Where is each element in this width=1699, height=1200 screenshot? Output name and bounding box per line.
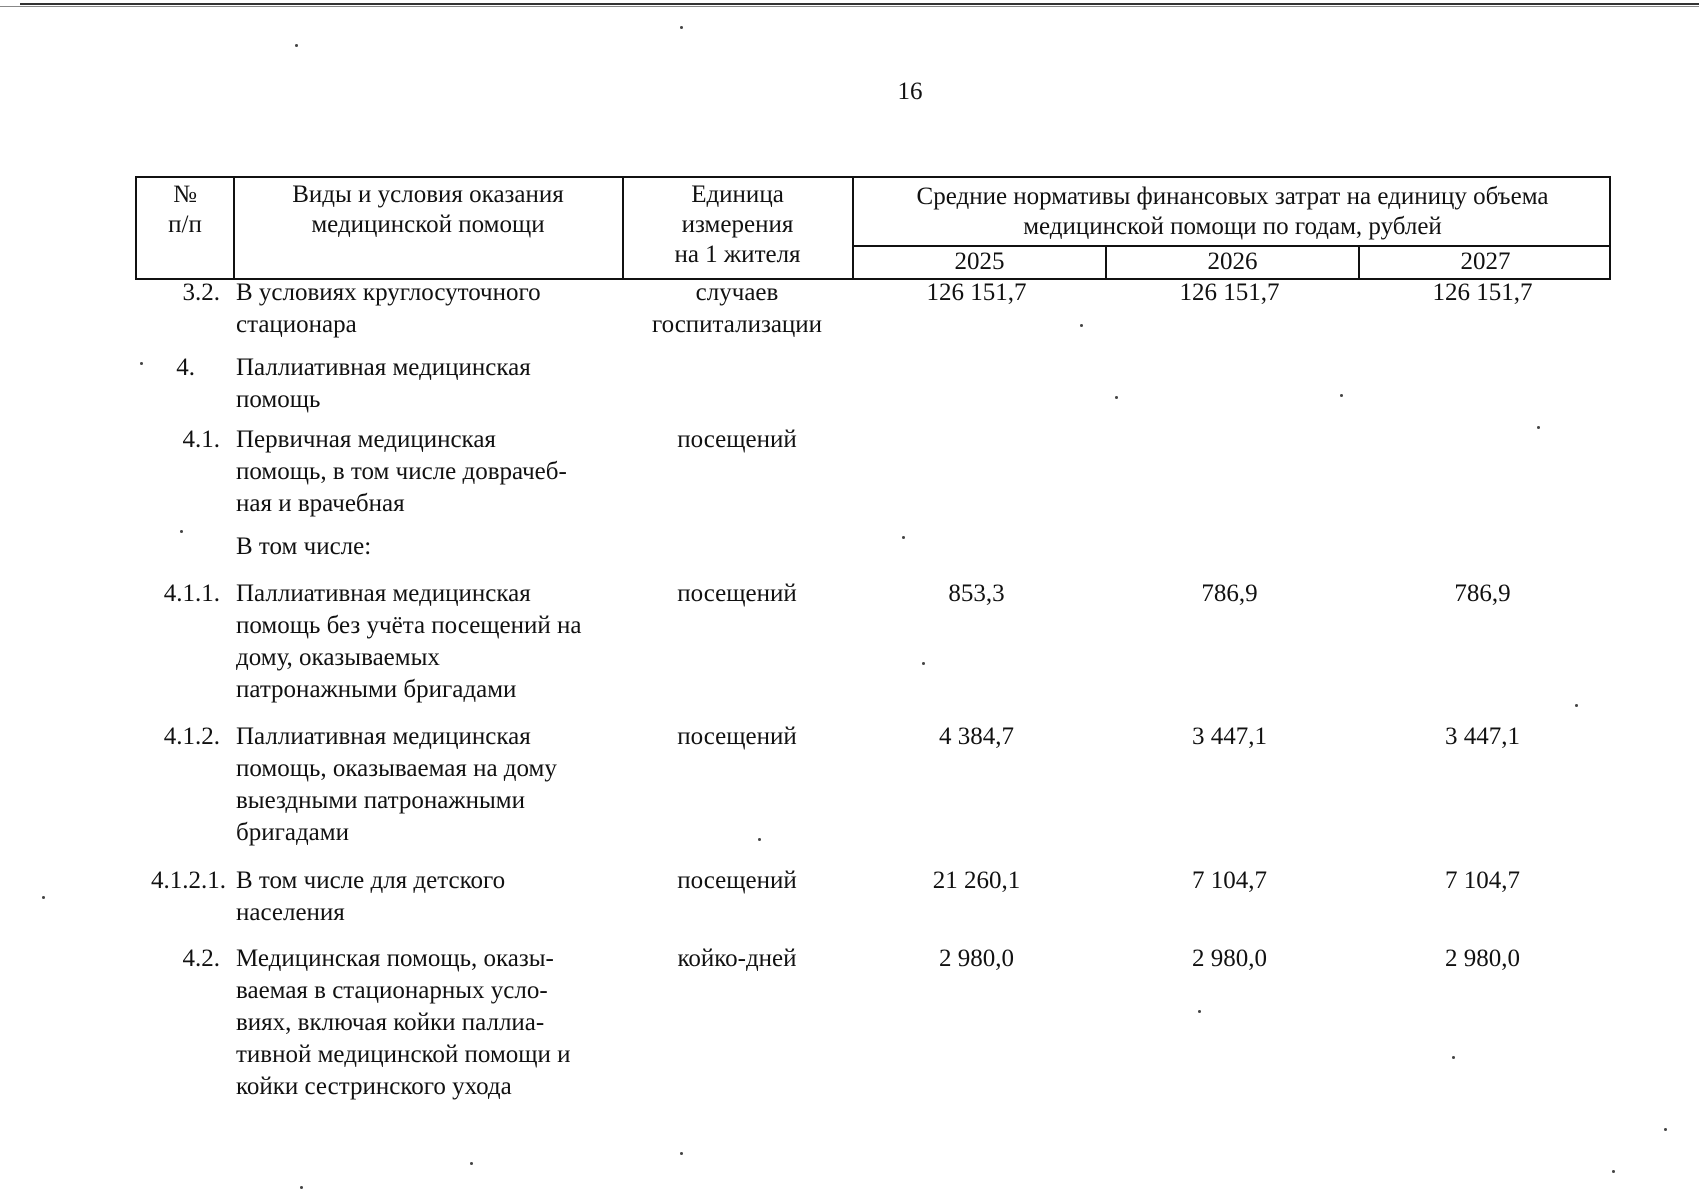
row-value-2025: 21 260,1: [932, 867, 1021, 894]
row-care-type: В том числе для детского населения: [236, 867, 506, 926]
row-number: 4.: [176, 354, 195, 381]
row-unit: посещений: [677, 426, 797, 453]
row-care-type: Медицинская помощь, оказы- ваемая в стационарных усло- виях, включая койки паллиа- тивной медицинской помощи и койки сестринского ухода: [236, 945, 571, 1100]
row-care-type: В условиях круглосуточного стационара: [236, 279, 541, 338]
row-value-2026: 3 447,1: [1192, 723, 1267, 750]
row-number: 4.1.2.1.: [151, 867, 226, 894]
scan-speck: [180, 530, 183, 533]
scan-speck: [1340, 394, 1343, 397]
row-value-2025: 126 151,7: [926, 279, 1027, 306]
scan-speck: [140, 362, 143, 365]
row-value-2025: 853,3: [948, 580, 1005, 607]
row-number: 4.1.2.: [163, 723, 220, 750]
row-value-2027: 786,9: [1454, 580, 1511, 607]
row-number: 4.2.: [182, 945, 220, 972]
scan-speck: [295, 44, 298, 47]
row-value-2027: 126 151,7: [1432, 279, 1533, 306]
header-year-2026: 2026: [1207, 248, 1258, 275]
row-care-type: Первичная медицинская помощь, в том числе доврачеб- ная и врачебная: [236, 426, 567, 517]
row-value-2027: 7 104,7: [1445, 867, 1520, 894]
row-care-type: В том числе:: [236, 533, 372, 560]
row-value-2025: 2 980,0: [939, 945, 1014, 972]
header-year-2025: 2025: [954, 248, 1005, 275]
row-number: 3.2.: [182, 279, 220, 306]
row-value-2026: 126 151,7: [1179, 279, 1280, 306]
row-unit: посещений: [677, 580, 797, 607]
scan-speck: [680, 1152, 683, 1155]
scan-speck: [1537, 426, 1540, 429]
row-number: 4.1.: [182, 426, 220, 453]
scan-speck: [758, 838, 761, 841]
scan-speck: [1575, 704, 1578, 707]
scan-speck: [902, 536, 905, 539]
scan-speck: [470, 1162, 473, 1165]
row-unit: посещений: [677, 723, 797, 750]
row-number: 4.1.1.: [163, 580, 220, 607]
scan-speck: [1664, 1128, 1667, 1131]
row-value-2025: 4 384,7: [939, 723, 1014, 750]
row-care-type: Паллиативная медицинская помощь, оказываемая на дому выездными патронажными бригадами: [236, 723, 557, 846]
header-care-type: Виды и условия оказания медицинской помощи: [292, 181, 564, 238]
scan-speck: [300, 1186, 303, 1189]
row-care-type: Паллиативная медицинская помощь: [236, 354, 531, 413]
header-unit: Единица измерения на 1 жителя: [674, 181, 801, 268]
scan-speck: [1115, 396, 1118, 399]
header-year-2027: 2027: [1460, 248, 1511, 275]
table-header: [135, 176, 1611, 280]
row-care-type: Паллиативная медицинская помощь без учёта посещений на дому, оказываемых патронажными бригадами: [236, 580, 582, 703]
row-value-2026: 786,9: [1201, 580, 1258, 607]
page-number: 16: [897, 78, 923, 105]
row-value-2026: 7 104,7: [1192, 867, 1267, 894]
scan-speck: [1198, 1010, 1201, 1013]
scan-speck: [1452, 1056, 1455, 1059]
row-unit: случаев госпитализации: [651, 279, 823, 338]
header-cost-norms: Средние нормативы финансовых затрат на единицу объема медицинской помощи по годам, рублей: [916, 183, 1549, 240]
scan-speck: [680, 26, 683, 29]
scan-speck: [42, 896, 45, 899]
row-value-2026: 2 980,0: [1192, 945, 1267, 972]
row-unit: посещений: [677, 867, 797, 894]
header-number: № п/п: [168, 181, 202, 238]
top-rule-thin: [0, 6, 1699, 7]
row-value-2027: 3 447,1: [1445, 723, 1520, 750]
scan-speck: [1080, 324, 1083, 327]
scan-speck: [922, 662, 925, 665]
row-unit: койко-дней: [677, 945, 797, 972]
scan-speck: [1612, 1170, 1615, 1173]
top-rule: [20, 3, 1699, 5]
row-value-2027: 2 980,0: [1445, 945, 1520, 972]
